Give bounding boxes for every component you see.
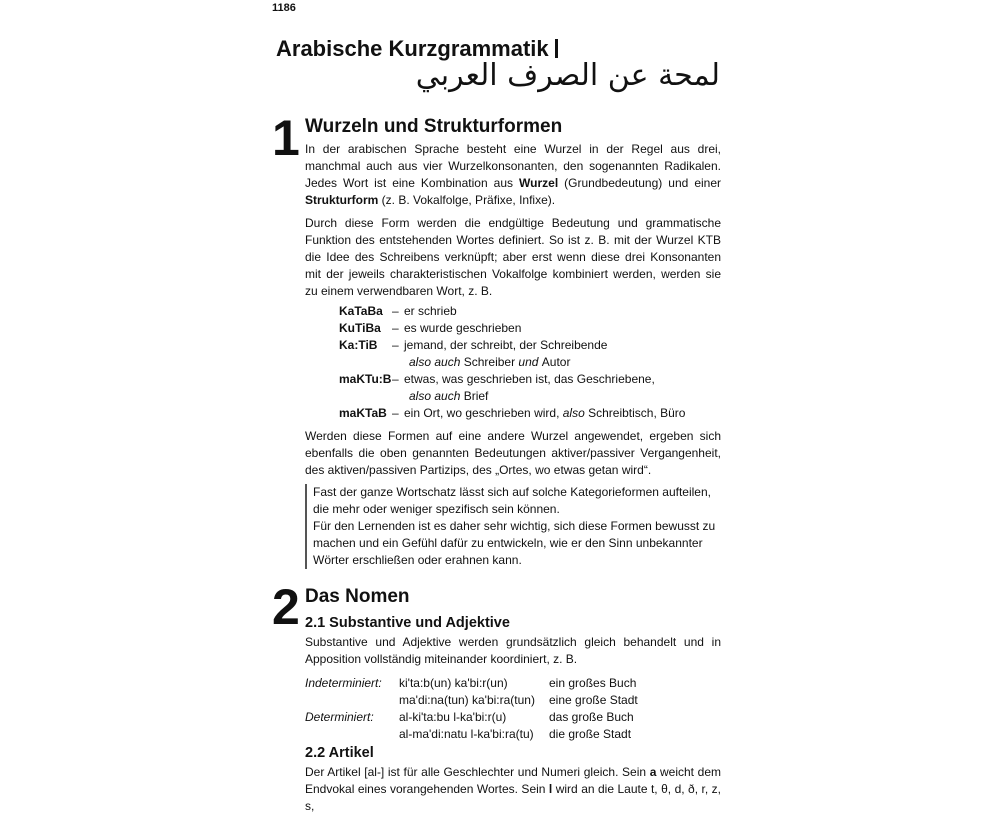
example-row — [339, 320, 685, 337]
row-transliteration: ki'ta:b(un) ka'bi:r(un) — [399, 676, 508, 690]
row-transliteration: ma'di:na(tun) ka'bi:ra(tun) — [399, 693, 535, 707]
example-term: KaTaBa — [339, 304, 383, 318]
example-def: ein Ort, wo geschrieben wird, — [404, 406, 563, 420]
nominal-examples-table — [305, 675, 638, 743]
section-heading-1: Wurzeln und Strukturformen — [305, 116, 563, 137]
table-row — [305, 675, 638, 692]
article-text-b: weicht dem Endvokal eines vorangehenden Wortes. Sein — [305, 765, 721, 796]
example-list — [339, 303, 685, 422]
section1-paragraph-3: Werden diese Formen auf eine andere Wurzel angewendet, ergeben sich ebenfalls die oben genannten Bedeutungen aktiver/passiver Vergangenheit, des aktiven/passiven Partizips, des „Ortes, wo etwas getan wird“. — [305, 429, 721, 477]
p1-text-b: (Grundbedeutung) und einer — [558, 176, 721, 190]
example-dash: – — [392, 304, 399, 318]
example-term: maKTaB — [339, 406, 387, 420]
example-row — [339, 337, 685, 354]
subsection-heading-2-1: 2.1 Substantive und Adjektive — [305, 615, 510, 631]
section-heading-2: Das Nomen — [305, 586, 410, 607]
example-term: Ka:TiB — [339, 338, 378, 352]
note-box — [305, 484, 717, 569]
row-meaning: die große Stadt — [549, 727, 632, 741]
example-term: KuTiBa — [339, 321, 381, 335]
row-label: Determiniert: — [305, 710, 374, 724]
example-dash: – — [392, 406, 399, 420]
example-dash: – — [392, 372, 399, 386]
cont-text: Brief — [463, 389, 489, 403]
example-def: es wurde geschrieben — [404, 321, 522, 335]
example-def: etwas, was geschrieben ist, das Geschriebene, — [404, 372, 655, 386]
subsection-heading-2-2: 2.2 Artikel — [305, 745, 374, 761]
example-def: er schrieb — [404, 304, 457, 318]
example-def: jemand, der schreibt, der Schreibende — [404, 338, 608, 352]
example-row — [339, 405, 685, 422]
page-number: 1186 — [272, 2, 296, 14]
example-term: maKTu:B — [339, 372, 392, 386]
p1-bold-wurzel: Wurzel — [519, 176, 559, 190]
section1-paragraph-1 — [305, 141, 721, 209]
example-def: Schreibtisch, Büro — [584, 406, 686, 420]
article-text-a: Der Artikel [al-] ist für alle Geschlechter und Numeri gleich. Sein — [305, 765, 650, 779]
article-bold-l: l — [548, 782, 553, 796]
example-dash: – — [392, 338, 399, 352]
example-dash: – — [392, 321, 399, 335]
cont-text: Schreiber — [463, 355, 516, 369]
title-separator — [555, 39, 558, 58]
row-label: Indeterminiert: — [305, 676, 382, 690]
row-meaning: das große Buch — [549, 710, 634, 724]
section-number-1: 1 — [272, 110, 300, 166]
p1-text-a: In der arabischen Sprache besteht eine Wurzel in der Regel aus drei, manchmal auch aus vier Wurzelkonsonanten, den sogenannten Radikalen. Jedes Wort ist eine Kombination aus — [305, 142, 721, 190]
section-number-2: 2 — [272, 579, 300, 635]
article-bold-a: a — [649, 765, 657, 779]
example-def-italic: also — [562, 406, 585, 420]
p1-bold-strukturform: Strukturform — [305, 193, 379, 207]
example-row — [339, 303, 685, 320]
subsection-2-1-text: Substantive und Adjektive werden grundsätzlich gleich behandelt und in Apposition vollständig miteinander koordiniert, z. B. — [305, 635, 721, 666]
article-text-c: wird an die Laute t, θ, d, ð, r, z, s, — [305, 782, 721, 813]
row-transliteration: al-ma'di:natu l-ka'bi:ra(tu) — [399, 727, 534, 741]
note-line-2: Für den Lernenden ist es daher sehr wichtig, sich diese Formen bewusst zu machen und ein Gefühl dafür zu entwickeln, wie er den Sinn unbekannter Wörter erschließen oder erahnen kann. — [313, 519, 716, 567]
section1-paragraph-2: Durch diese Form werden die endgültige Bedeutung und grammatische Funktion des entstehenden Wortes definiert. So ist z. B. mit der Wurzel KTB die Idee des Schreibens verknüpft; aber erst wenn diese drei Konsonanten mit der jeweils charakteristischen Vokalfolge kombiniert werden, werden sie zu einem verwendbaren Wort, z. B. — [305, 216, 721, 298]
table-row — [305, 726, 638, 743]
example-continuation — [339, 354, 685, 371]
subsection-2-2-text — [305, 764, 721, 815]
example-continuation — [339, 388, 685, 405]
row-meaning: ein großes Buch — [549, 676, 637, 690]
row-transliteration: al-ki'ta:bu l-ka'bi:r(u) — [399, 710, 507, 724]
table-row — [305, 692, 638, 709]
cont-italic: und — [518, 355, 539, 369]
table-row — [305, 709, 638, 726]
row-meaning: eine große Stadt — [549, 693, 638, 707]
p1-text-c: (z. B. Vokalfolge, Präfixe, Infixe). — [378, 193, 556, 207]
cont-text: Autor — [541, 355, 571, 369]
note-line-1: Fast der ganze Wortschatz lässt sich auf solche Kategorieformen aufteilen, die mehr oder weniger spezifisch sein können. — [313, 485, 711, 516]
cont-italic: also auch — [409, 389, 461, 403]
page-title-text: Arabische Kurzgrammatik — [276, 36, 549, 61]
example-row — [339, 371, 685, 388]
arabic-title: لمحة عن الصرف العربي — [415, 58, 720, 93]
cont-italic: also auch — [409, 355, 461, 369]
